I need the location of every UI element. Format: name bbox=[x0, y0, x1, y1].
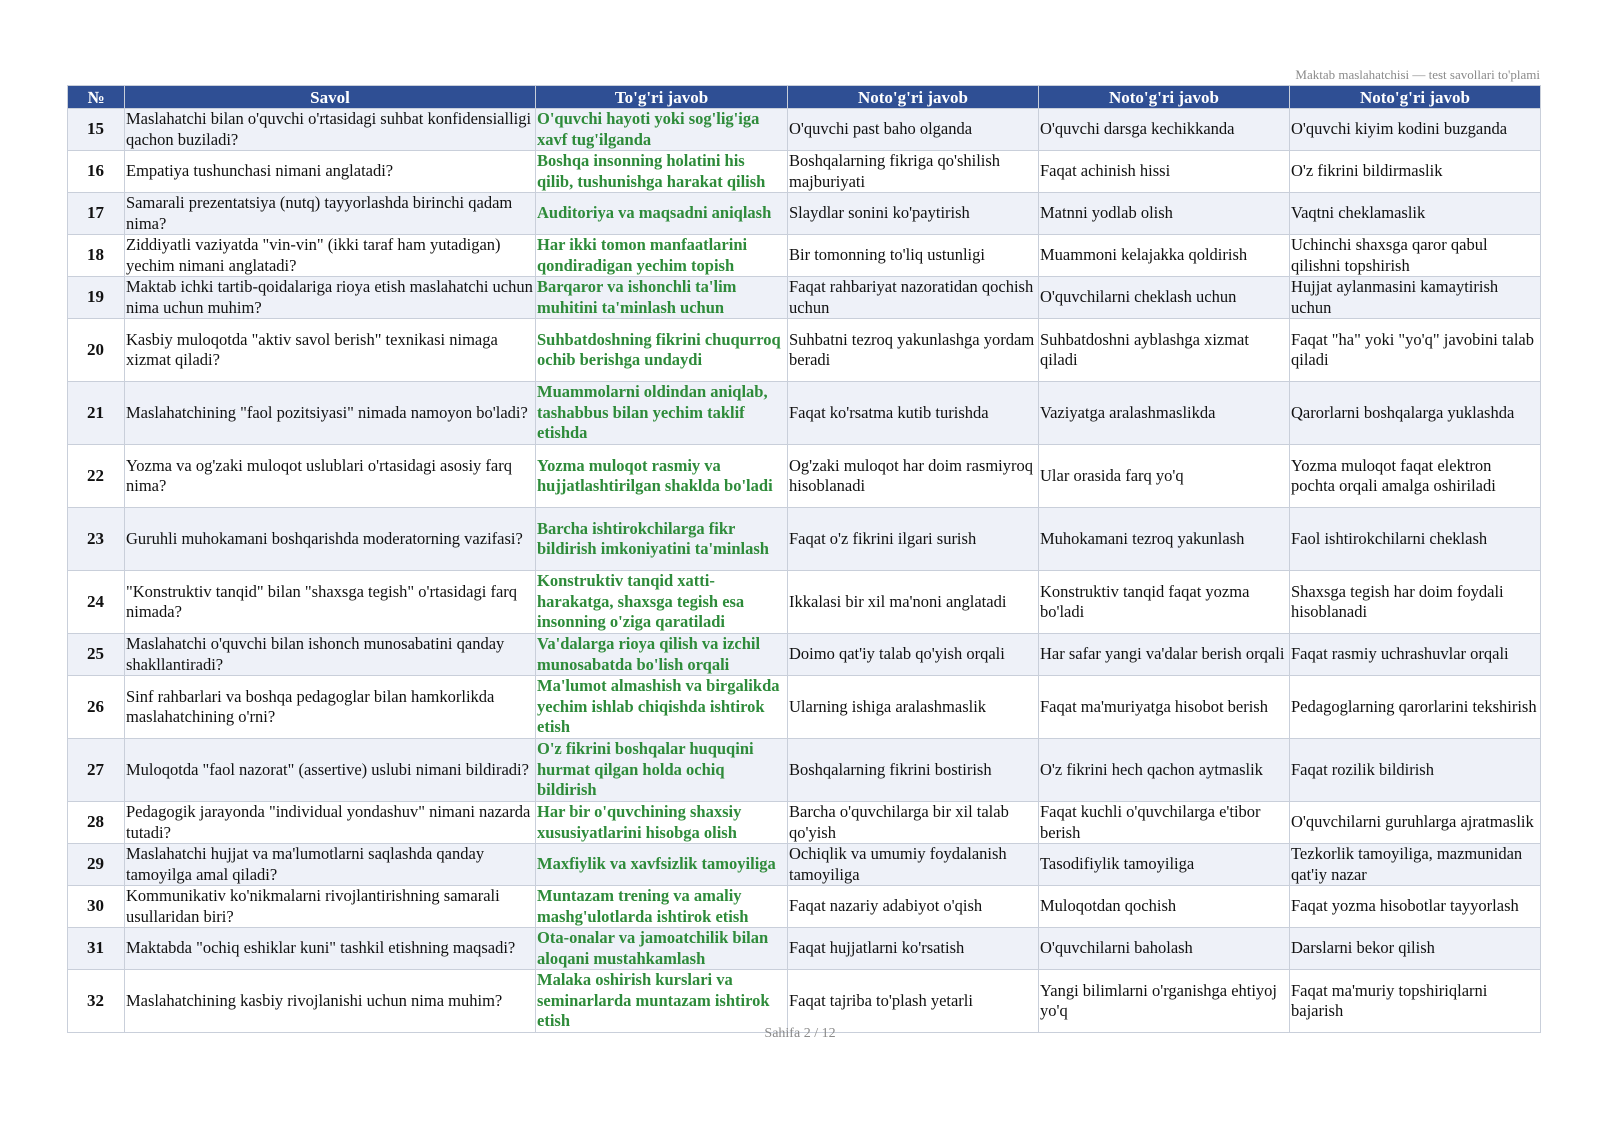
question-text: Guruhli muhokamani boshqarishda moderatorning vazifasi? bbox=[125, 508, 536, 571]
table-row bbox=[68, 634, 1541, 676]
wrong-answer-3: Faqat "ha" yoki "yo'q" javobini talab qiladi bbox=[1290, 319, 1541, 382]
question-text: Ziddiyatli vaziyatda "vin-vin" (ikki taraf ham yutadigan) yechim nimani anglatadi? bbox=[125, 235, 536, 277]
table-row bbox=[68, 676, 1541, 739]
question-number: 32 bbox=[68, 970, 125, 1033]
wrong-answer-3: Uchinchi shaxsga qaror qabul qilishni topshirish bbox=[1290, 235, 1541, 277]
wrong-answer-1: Suhbatni tezroq yakunlashga yordam beradi bbox=[788, 319, 1039, 382]
wrong-answer-1: Ikkalasi bir xil ma'noni anglatadi bbox=[788, 571, 1039, 634]
correct-answer: Har ikki tomon manfaatlarini qondiradigan yechim topish bbox=[536, 235, 788, 277]
question-number: 20 bbox=[68, 319, 125, 382]
wrong-answer-3: Hujjat aylanmasini kamaytirish uchun bbox=[1290, 277, 1541, 319]
wrong-answer-1: Doimo qat'iy talab qo'yish orqali bbox=[788, 634, 1039, 676]
question-text: Maslahatchi bilan o'quvchi o'rtasidagi suhbat konfidensialligi qachon buziladi? bbox=[125, 109, 536, 151]
correct-answer: Boshqa insonning holatini his qilib, tushunishga harakat qilish bbox=[536, 151, 788, 193]
question-number: 21 bbox=[68, 382, 125, 445]
question-number: 25 bbox=[68, 634, 125, 676]
question-number: 23 bbox=[68, 508, 125, 571]
wrong-answer-1: Faqat ko'rsatma kutib turishda bbox=[788, 382, 1039, 445]
wrong-answer-2: Konstruktiv tanqid faqat yozma bo'ladi bbox=[1039, 571, 1290, 634]
wrong-answer-3: Vaqtni cheklamaslik bbox=[1290, 193, 1541, 235]
question-text: Sinf rahbarlari va boshqa pedagoglar bilan hamkorlikda maslahatchining o'rni? bbox=[125, 676, 536, 739]
wrong-answer-2: Ular orasida farq yo'q bbox=[1039, 445, 1290, 508]
question-text: Maslahatchining "faol pozitsiyasi" nimada namoyon bo'ladi? bbox=[125, 382, 536, 445]
wrong-answer-3: Faol ishtirokchilarni cheklash bbox=[1290, 508, 1541, 571]
wrong-answer-2: O'z fikrini hech qachon aytmaslik bbox=[1039, 739, 1290, 802]
wrong-answer-2: O'quvchilarni baholash bbox=[1039, 928, 1290, 970]
wrong-answer-3: O'quvchilarni guruhlarga ajratmaslik bbox=[1290, 802, 1541, 844]
question-number: 26 bbox=[68, 676, 125, 739]
correct-answer: O'z fikrini boshqalar huquqini hurmat qilgan holda ochiq bildirish bbox=[536, 739, 788, 802]
wrong-answer-2: O'quvchilarni cheklash uchun bbox=[1039, 277, 1290, 319]
questions-table bbox=[67, 85, 1541, 1033]
wrong-answer-3: O'quvchi kiyim kodini buzganda bbox=[1290, 109, 1541, 151]
header-correct-answer: To'g'ri javob bbox=[536, 86, 788, 109]
wrong-answer-3: Faqat yozma hisobotlar tayyorlash bbox=[1290, 886, 1541, 928]
table-row bbox=[68, 235, 1541, 277]
correct-answer: Barqaror va ishonchli ta'lim muhitini ta'minlash uchun bbox=[536, 277, 788, 319]
wrong-answer-1: Boshqalarning fikriga qo'shilish majburiyati bbox=[788, 151, 1039, 193]
wrong-answer-2: Yangi bilimlarni o'rganishga ehtiyoj yo'q bbox=[1039, 970, 1290, 1033]
wrong-answer-3: Faqat rozilik bildirish bbox=[1290, 739, 1541, 802]
question-number: 17 bbox=[68, 193, 125, 235]
wrong-answer-1: Boshqalarning fikrini bostirish bbox=[788, 739, 1039, 802]
header-number: № bbox=[68, 86, 125, 109]
wrong-answer-1: Slaydlar sonini ko'paytirish bbox=[788, 193, 1039, 235]
question-number: 16 bbox=[68, 151, 125, 193]
header-wrong-answer-3: Noto'g'ri javob bbox=[1290, 86, 1541, 109]
wrong-answer-3: O'z fikrini bildirmaslik bbox=[1290, 151, 1541, 193]
question-text: Maslahatchi o'quvchi bilan ishonch munosabatini qanday shakllantiradi? bbox=[125, 634, 536, 676]
wrong-answer-1: Faqat hujjatlarni ko'rsatish bbox=[788, 928, 1039, 970]
table-row bbox=[68, 886, 1541, 928]
correct-answer: Barcha ishtirokchilarga fikr bildirish imkoniyatini ta'minlash bbox=[536, 508, 788, 571]
wrong-answer-2: Faqat achinish hissi bbox=[1039, 151, 1290, 193]
question-text: Maktab ichki tartib-qoidalariga rioya etish maslahatchi uchun nima uchun muhim? bbox=[125, 277, 536, 319]
question-number: 19 bbox=[68, 277, 125, 319]
question-number: 15 bbox=[68, 109, 125, 151]
wrong-answer-1: Ochiqlik va umumiy foydalanish tamoyiliga bbox=[788, 844, 1039, 886]
question-number: 22 bbox=[68, 445, 125, 508]
question-text: Pedagogik jarayonda "individual yondashuv" nimani nazarda tutadi? bbox=[125, 802, 536, 844]
running-head: Maktab maslahatchisi — test savollari to'plami bbox=[1295, 67, 1540, 82]
question-text: Maslahatchi hujjat va ma'lumotlarni saqlashda qanday tamoyilga amal qiladi? bbox=[125, 844, 536, 886]
wrong-answer-3: Yozma muloqot faqat elektron pochta orqali amalga oshiriladi bbox=[1290, 445, 1541, 508]
wrong-answer-1: Barcha o'quvchilarga bir xil talab qo'yish bbox=[788, 802, 1039, 844]
question-text: Samarali prezentatsiya (nutq) tayyorlashda birinchi qadam nima? bbox=[125, 193, 536, 235]
question-text: Maslahatchining kasbiy rivojlanishi uchun nima muhim? bbox=[125, 970, 536, 1033]
table-row bbox=[68, 109, 1541, 151]
correct-answer: Va'dalarga rioya qilish va izchil munosabatda bo'lish orqali bbox=[536, 634, 788, 676]
wrong-answer-3: Pedagoglarning qarorlarini tekshirish bbox=[1290, 676, 1541, 739]
wrong-answer-2: Muammoni kelajakka qoldirish bbox=[1039, 235, 1290, 277]
correct-answer: Yozma muloqot rasmiy va hujjatlashtirilgan shaklda bo'ladi bbox=[536, 445, 788, 508]
table-row bbox=[68, 382, 1541, 445]
question-text: Kasbiy muloqotda "aktiv savol berish" texnikasi nimaga xizmat qiladi? bbox=[125, 319, 536, 382]
correct-answer: Ota-onalar va jamoatchilik bilan aloqani mustahkamlash bbox=[536, 928, 788, 970]
wrong-answer-2: Faqat kuchli o'quvchilarga e'tibor berish bbox=[1039, 802, 1290, 844]
wrong-answer-1: Faqat tajriba to'plash yetarli bbox=[788, 970, 1039, 1033]
wrong-answer-1: Faqat nazariy adabiyot o'qish bbox=[788, 886, 1039, 928]
question-text: Yozma va og'zaki muloqot uslublari o'rtasidagi asosiy farq nima? bbox=[125, 445, 536, 508]
question-number: 27 bbox=[68, 739, 125, 802]
wrong-answer-1: O'quvchi past baho olganda bbox=[788, 109, 1039, 151]
wrong-answer-3: Qarorlarni boshqalarga yuklashda bbox=[1290, 382, 1541, 445]
correct-answer: Ma'lumot almashish va birgalikda yechim ishlab chiqishda ishtirok etish bbox=[536, 676, 788, 739]
correct-answer: Muntazam trening va amaliy mashg'ulotlarda ishtirok etish bbox=[536, 886, 788, 928]
question-number: 18 bbox=[68, 235, 125, 277]
wrong-answer-1: Bir tomonning to'liq ustunligi bbox=[788, 235, 1039, 277]
header-wrong-answer-1: Noto'g'ri javob bbox=[788, 86, 1039, 109]
question-text: Empatiya tushunchasi nimani anglatadi? bbox=[125, 151, 536, 193]
wrong-answer-1: Ularning ishiga aralashmaslik bbox=[788, 676, 1039, 739]
question-number: 28 bbox=[68, 802, 125, 844]
question-number: 30 bbox=[68, 886, 125, 928]
wrong-answer-2: Suhbatdoshni ayblashga xizmat qiladi bbox=[1039, 319, 1290, 382]
wrong-answer-2: Har safar yangi va'dalar berish orqali bbox=[1039, 634, 1290, 676]
table-row bbox=[68, 739, 1541, 802]
header-row bbox=[68, 86, 1541, 109]
page-number: Sahifa 2 / 12 bbox=[764, 1026, 836, 1041]
wrong-answer-3: Shaxsga tegish har doim foydali hisoblanadi bbox=[1290, 571, 1541, 634]
wrong-answer-1: Og'zaki muloqot har doim rasmiyroq hisoblanadi bbox=[788, 445, 1039, 508]
table-row bbox=[68, 970, 1541, 1033]
header-wrong-answer-2: Noto'g'ri javob bbox=[1039, 86, 1290, 109]
wrong-answer-3: Tezkorlik tamoyiliga, mazmunidan qat'iy nazar bbox=[1290, 844, 1541, 886]
wrong-answer-2: Vaziyatga aralashmaslikda bbox=[1039, 382, 1290, 445]
question-number: 24 bbox=[68, 571, 125, 634]
correct-answer: Konstruktiv tanqid xatti-harakatga, shaxsga tegish esa insonning o'ziga qaratiladi bbox=[536, 571, 788, 634]
wrong-answer-2: Matnni yodlab olish bbox=[1039, 193, 1290, 235]
wrong-answer-1: Faqat rahbariyat nazoratidan qochish uchun bbox=[788, 277, 1039, 319]
table-row bbox=[68, 844, 1541, 886]
correct-answer: Suhbatdoshning fikrini chuqurroq ochib berishga undaydi bbox=[536, 319, 788, 382]
question-number: 31 bbox=[68, 928, 125, 970]
table-row bbox=[68, 508, 1541, 571]
table-row bbox=[68, 445, 1541, 508]
correct-answer: Har bir o'quvchining shaxsiy xususiyatlarini hisobga olish bbox=[536, 802, 788, 844]
table-row bbox=[68, 151, 1541, 193]
wrong-answer-3: Darslarni bekor qilish bbox=[1290, 928, 1541, 970]
wrong-answer-2: Muhokamani tezroq yakunlash bbox=[1039, 508, 1290, 571]
wrong-answer-3: Faqat ma'muriy topshiriqlarni bajarish bbox=[1290, 970, 1541, 1033]
table-row bbox=[68, 571, 1541, 634]
table-row bbox=[68, 193, 1541, 235]
table-row bbox=[68, 928, 1541, 970]
question-text: Maktabda "ochiq eshiklar kuni" tashkil etishning maqsadi? bbox=[125, 928, 536, 970]
question-text: Kommunikativ ko'nikmalarni rivojlantirishning samarali usullaridan biri? bbox=[125, 886, 536, 928]
table-row bbox=[68, 802, 1541, 844]
question-text: Muloqotda "faol nazorat" (assertive) uslubi nimani bildiradi? bbox=[125, 739, 536, 802]
table-row bbox=[68, 277, 1541, 319]
correct-answer: O'quvchi hayoti yoki sog'lig'iga xavf tug'ilganda bbox=[536, 109, 788, 151]
correct-answer: Muammolarni oldindan aniqlab, tashabbus bilan yechim taklif etishda bbox=[536, 382, 788, 445]
wrong-answer-3: Faqat rasmiy uchrashuvlar orqali bbox=[1290, 634, 1541, 676]
question-text: "Konstruktiv tanqid" bilan "shaxsga tegish" o'rtasidagi farq nimada? bbox=[125, 571, 536, 634]
wrong-answer-1: Faqat o'z fikrini ilgari surish bbox=[788, 508, 1039, 571]
wrong-answer-2: O'quvchi darsga kechikkanda bbox=[1039, 109, 1290, 151]
table-row bbox=[68, 319, 1541, 382]
question-number: 29 bbox=[68, 844, 125, 886]
correct-answer: Maxfiylik va xavfsizlik tamoyiliga bbox=[536, 844, 788, 886]
wrong-answer-2: Muloqotdan qochish bbox=[1039, 886, 1290, 928]
correct-answer: Malaka oshirish kurslari va seminarlarda muntazam ishtirok etish bbox=[536, 970, 788, 1033]
header-question: Savol bbox=[125, 86, 536, 109]
correct-answer: Auditoriya va maqsadni aniqlash bbox=[536, 193, 788, 235]
wrong-answer-2: Faqat ma'muriyatga hisobot berish bbox=[1039, 676, 1290, 739]
wrong-answer-2: Tasodifiylik tamoyiliga bbox=[1039, 844, 1290, 886]
